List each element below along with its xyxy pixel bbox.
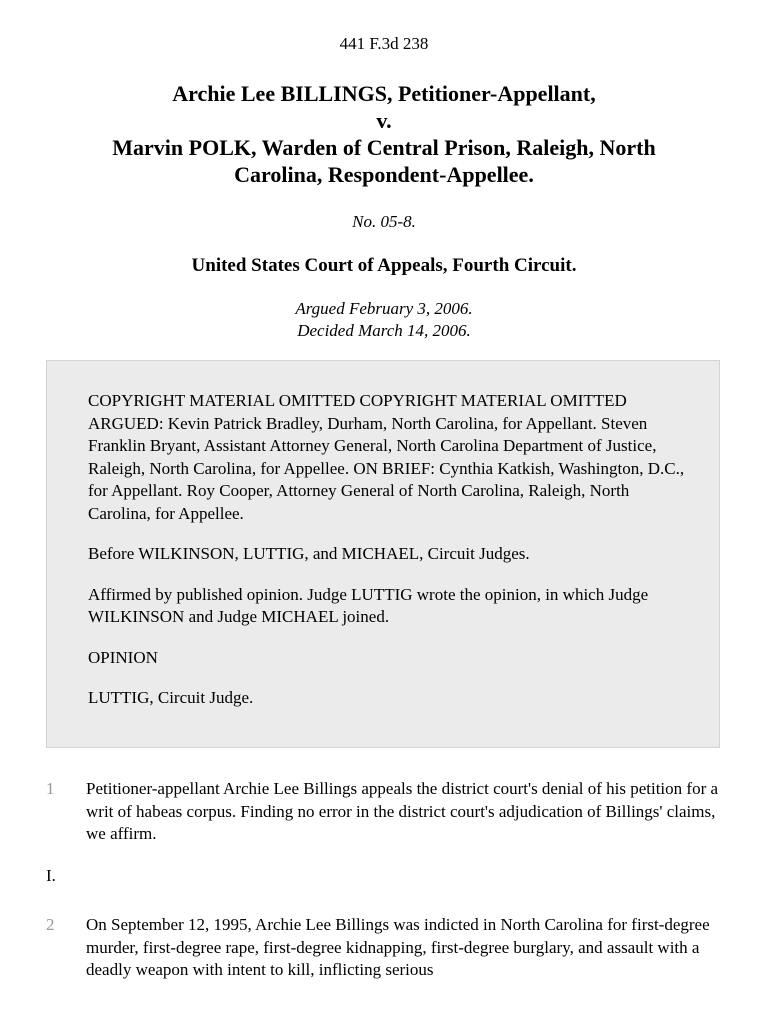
opinion-author: LUTTIG, Circuit Judge. [88,688,254,707]
paragraph-number[interactable]: 1 [46,779,55,798]
disposition-text: Affirmed by published opinion. Judge LUTTIG wrote the opinion, in which Judge WILKINSON and Judge MICHAEL joined. [88,584,649,626]
docket-number: No. 05-8. [352,212,416,231]
preamble-box [46,360,720,748]
caption-versus: v. [376,108,392,133]
panel-text: Before WILKINSON, LUTTIG, and MICHAEL, Circuit Judges. [88,544,530,563]
paragraph-text: Petitioner-appellant Archie Lee Billings appeals the district court's denial of his petition for a writ of habeas corpus. Finding no error in the district court's adjudication of Billings' claims, we affirm. [86,779,719,843]
case-dates [0,298,768,342]
case-caption [0,80,768,188]
caption-petitioner: Archie Lee BILLINGS, Petitioner-Appellant, [172,81,596,106]
case-citation: 441 F.3d 238 [339,34,429,53]
decided-date: Decided March 14, 2006. [297,321,471,340]
argued-date: Argued February 3, 2006. [295,299,473,318]
caption-respondent-line1: Marvin POLK, Warden of Central Prison, Raleigh, North [112,135,656,160]
paragraph-text: On September 12, 1995, Archie Lee Billings was indicted in North Carolina for first-degree murder, first-degree rape, first-degree kidnapping, first-degree burglary, and assault with a deadly weapon with intent to kill, inflicting serious [86,915,710,979]
counsel-text: COPYRIGHT MATERIAL OMITTED COPYRIGHT MATERIAL OMITTED ARGUED: Kevin Patrick Bradley, Durham, North Carolina, for Appellant. Steven Franklin Bryant, Assistant Attorney General, North Carolina Department of Justice, Raleigh, North Carolina, for Appellee. ON BRIEF: Cynthia Katkish, Washington, D.C., for Appellant. Roy Cooper, Attorney General of North Carolina, Raleigh, North Carolina, for Appellee. [88,391,685,523]
section-heading: I. [46,866,56,885]
court-name: United States Court of Appeals, Fourth Circuit. [191,255,577,276]
caption-respondent-line2: Carolina, Respondent-Appellee. [234,162,534,187]
paragraph-number[interactable]: 2 [46,915,55,934]
opinion-label: OPINION [88,647,158,667]
